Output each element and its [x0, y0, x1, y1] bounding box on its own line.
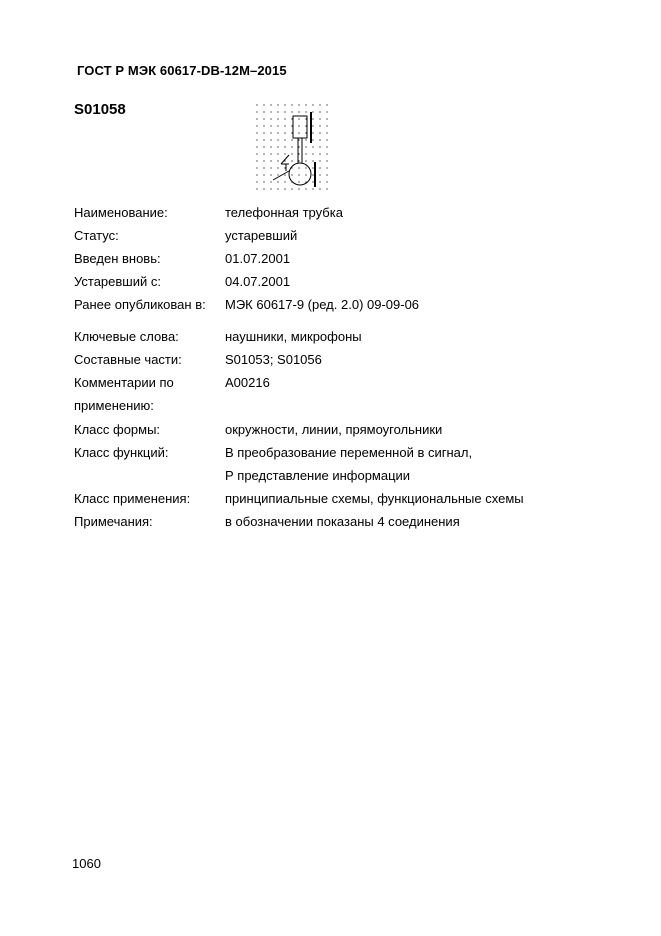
- grid-dot: [312, 167, 313, 168]
- field-value: устаревший: [225, 228, 298, 243]
- grid-dot: [326, 139, 327, 140]
- grid-dot: [305, 167, 306, 168]
- grid-dot: [298, 146, 299, 147]
- field-value: окружности, линии, прямоугольники: [225, 422, 443, 437]
- grid-dot: [284, 125, 285, 126]
- grid-dot: [298, 153, 299, 154]
- grid-dot: [256, 139, 257, 140]
- field-label: Класс применения:: [74, 491, 191, 506]
- grid-dot: [298, 125, 299, 126]
- grid-dot: [291, 146, 292, 147]
- grid-dot: [326, 132, 327, 133]
- grid-dot: [319, 146, 320, 147]
- page-number: 1060: [72, 856, 101, 871]
- grid-dot: [277, 125, 278, 126]
- grid-dot: [284, 111, 285, 112]
- grid-dot: [312, 132, 313, 133]
- field-label: Наименование:: [74, 205, 168, 220]
- grid-dot: [305, 125, 306, 126]
- grid-dot: [326, 167, 327, 168]
- grid-dot: [256, 174, 257, 175]
- grid-dot: [291, 118, 292, 119]
- grid-dot: [291, 104, 292, 105]
- grid-dot: [298, 118, 299, 119]
- field-label: Составные части:: [74, 352, 182, 367]
- grid-dot: [319, 125, 320, 126]
- grid-dot: [256, 132, 257, 133]
- grid-dot: [326, 104, 327, 105]
- telephone-handset-symbol-icon: [253, 101, 333, 191]
- field-value: телефонная трубка: [225, 205, 343, 220]
- grid-dot: [305, 188, 306, 189]
- grid-dot: [270, 160, 271, 161]
- grid-dot: [319, 174, 320, 175]
- field-label: Статус:: [74, 228, 119, 243]
- grid-dot: [305, 132, 306, 133]
- grid-dot: [319, 188, 320, 189]
- grid-dot: [284, 104, 285, 105]
- grid-dot: [256, 111, 257, 112]
- grid-dot: [256, 160, 257, 161]
- grid-dot: [284, 174, 285, 175]
- grid-dot: [277, 160, 278, 161]
- grid-dot: [284, 181, 285, 182]
- grid-dot: [319, 118, 320, 119]
- grid-dot: [305, 146, 306, 147]
- grid-dot: [319, 104, 320, 105]
- field-label: применению:: [74, 398, 154, 413]
- grid-dot: [326, 146, 327, 147]
- grid-dot: [305, 118, 306, 119]
- grid-dot: [312, 188, 313, 189]
- grid-dot: [312, 111, 313, 112]
- grid-dot: [270, 139, 271, 140]
- grid-dot: [319, 139, 320, 140]
- grid-dot: [319, 111, 320, 112]
- grid-dot: [263, 104, 264, 105]
- grid-dot: [270, 125, 271, 126]
- grid-dot: [263, 153, 264, 154]
- grid-dot: [256, 146, 257, 147]
- grid-dot: [305, 160, 306, 161]
- grid-dot: [326, 153, 327, 154]
- grid-dot: [305, 174, 306, 175]
- field-value: в обозначении показаны 4 соединения: [225, 514, 460, 529]
- field-value: наушники, микрофоны: [225, 329, 362, 344]
- grid-dot: [319, 153, 320, 154]
- field-value: 01.07.2001: [225, 251, 291, 266]
- grid-dot: [298, 174, 299, 175]
- grid-dot: [305, 139, 306, 140]
- grid-dot: [270, 146, 271, 147]
- grid-dot: [277, 104, 278, 105]
- grid-dot: [298, 104, 299, 105]
- grid-dot: [263, 118, 264, 119]
- field-value: В преобразование переменной в сигнал,: [225, 445, 473, 460]
- grid-dot: [326, 174, 327, 175]
- grid-dot: [305, 111, 306, 112]
- grid-dot: [270, 111, 271, 112]
- document-header: ГОСТ Р МЭК 60617-DB-12M–2015: [77, 63, 287, 78]
- grid-dot: [277, 146, 278, 147]
- grid-dot: [277, 181, 278, 182]
- grid-dot: [291, 132, 292, 133]
- grid-dot: [277, 118, 278, 119]
- grid-dot: [326, 188, 327, 189]
- field-label: Класс формы:: [74, 422, 161, 437]
- grid-dot: [291, 111, 292, 112]
- grid-dot: [263, 160, 264, 161]
- grid-dot: [284, 139, 285, 140]
- grid-dot: [298, 132, 299, 133]
- grid-dot: [312, 153, 313, 154]
- grid-dot: [263, 188, 264, 189]
- grid-dot: [326, 125, 327, 126]
- grid-dot: [291, 139, 292, 140]
- grid-dot: [326, 160, 327, 161]
- grid-dot: [298, 111, 299, 112]
- grid-dot: [291, 160, 292, 161]
- grid-dot: [277, 174, 278, 175]
- grid-dot: [277, 132, 278, 133]
- grid-dot: [319, 181, 320, 182]
- grid-dot: [270, 104, 271, 105]
- grid-dot: [270, 181, 271, 182]
- grid-dot: [312, 174, 313, 175]
- grid-dot: [270, 132, 271, 133]
- grid-dot: [312, 139, 313, 140]
- field-label: Класс функций:: [74, 445, 169, 460]
- grid-dot: [256, 181, 257, 182]
- grid-dot: [263, 111, 264, 112]
- grid-dot: [319, 167, 320, 168]
- grid-dot: [284, 132, 285, 133]
- grid-dot: [284, 167, 285, 168]
- grid-dot: [284, 146, 285, 147]
- grid-dot: [270, 174, 271, 175]
- grid-dot: [326, 111, 327, 112]
- grid-dot: [312, 160, 313, 161]
- grid-dot: [277, 111, 278, 112]
- grid-dot: [277, 188, 278, 189]
- grid-dot: [263, 167, 264, 168]
- grid-dot: [319, 160, 320, 161]
- grid-dot: [263, 125, 264, 126]
- grid-dot: [326, 118, 327, 119]
- grid-dot: [270, 118, 271, 119]
- symbol-code: S01058: [74, 101, 126, 118]
- field-label: Устаревший с:: [74, 274, 161, 289]
- field-value: A00216: [225, 375, 270, 390]
- grid-dot: [291, 174, 292, 175]
- grid-dot: [291, 125, 292, 126]
- grid-dot: [312, 125, 313, 126]
- grid-dot: [312, 146, 313, 147]
- grid-dot: [305, 153, 306, 154]
- grid-dot: [263, 174, 264, 175]
- grid-dot: [326, 181, 327, 182]
- grid-dot: [270, 188, 271, 189]
- field-label: Ранее опубликован в:: [74, 297, 206, 312]
- grid-dot: [277, 153, 278, 154]
- field-label: Введен вновь:: [74, 251, 161, 266]
- grid-dot: [270, 153, 271, 154]
- field-value: S01053; S01056: [225, 352, 322, 367]
- grid-dot: [312, 118, 313, 119]
- grid-dot: [256, 118, 257, 119]
- grid-dot: [277, 139, 278, 140]
- field-value: Р представление информации: [225, 468, 411, 483]
- field-value: 04.07.2001: [225, 274, 291, 289]
- grid-dot: [256, 167, 257, 168]
- grid-dot: [284, 153, 285, 154]
- grid-dot: [270, 167, 271, 168]
- grid-dot: [291, 188, 292, 189]
- grid-dot: [263, 146, 264, 147]
- grid-dot: [298, 188, 299, 189]
- grid-dot: [263, 181, 264, 182]
- field-label: Комментарии по: [74, 375, 174, 390]
- grid-dot: [298, 167, 299, 168]
- grid-dot: [256, 153, 257, 154]
- field-value: МЭК 60617-9 (ред. 2.0) 09-09-06: [225, 297, 420, 312]
- grid-dot: [256, 125, 257, 126]
- grid-dot: [312, 181, 313, 182]
- field-label: Примечания:: [74, 514, 153, 529]
- grid-dot: [263, 132, 264, 133]
- field-value: принципиальные схемы, функциональные схемы: [225, 491, 524, 506]
- grid-dot: [284, 188, 285, 189]
- grid-dot: [312, 104, 313, 105]
- grid-dot: [256, 104, 257, 105]
- grid-dot: [291, 153, 292, 154]
- grid-dot: [263, 139, 264, 140]
- grid-dot: [256, 188, 257, 189]
- grid-dot: [305, 104, 306, 105]
- grid-dot: [284, 118, 285, 119]
- grid-dot: [319, 132, 320, 133]
- grid-dot: [298, 139, 299, 140]
- field-label: Ключевые слова:: [74, 329, 179, 344]
- grid-dot: [298, 181, 299, 182]
- grid-dot: [298, 160, 299, 161]
- grid-dot: [277, 167, 278, 168]
